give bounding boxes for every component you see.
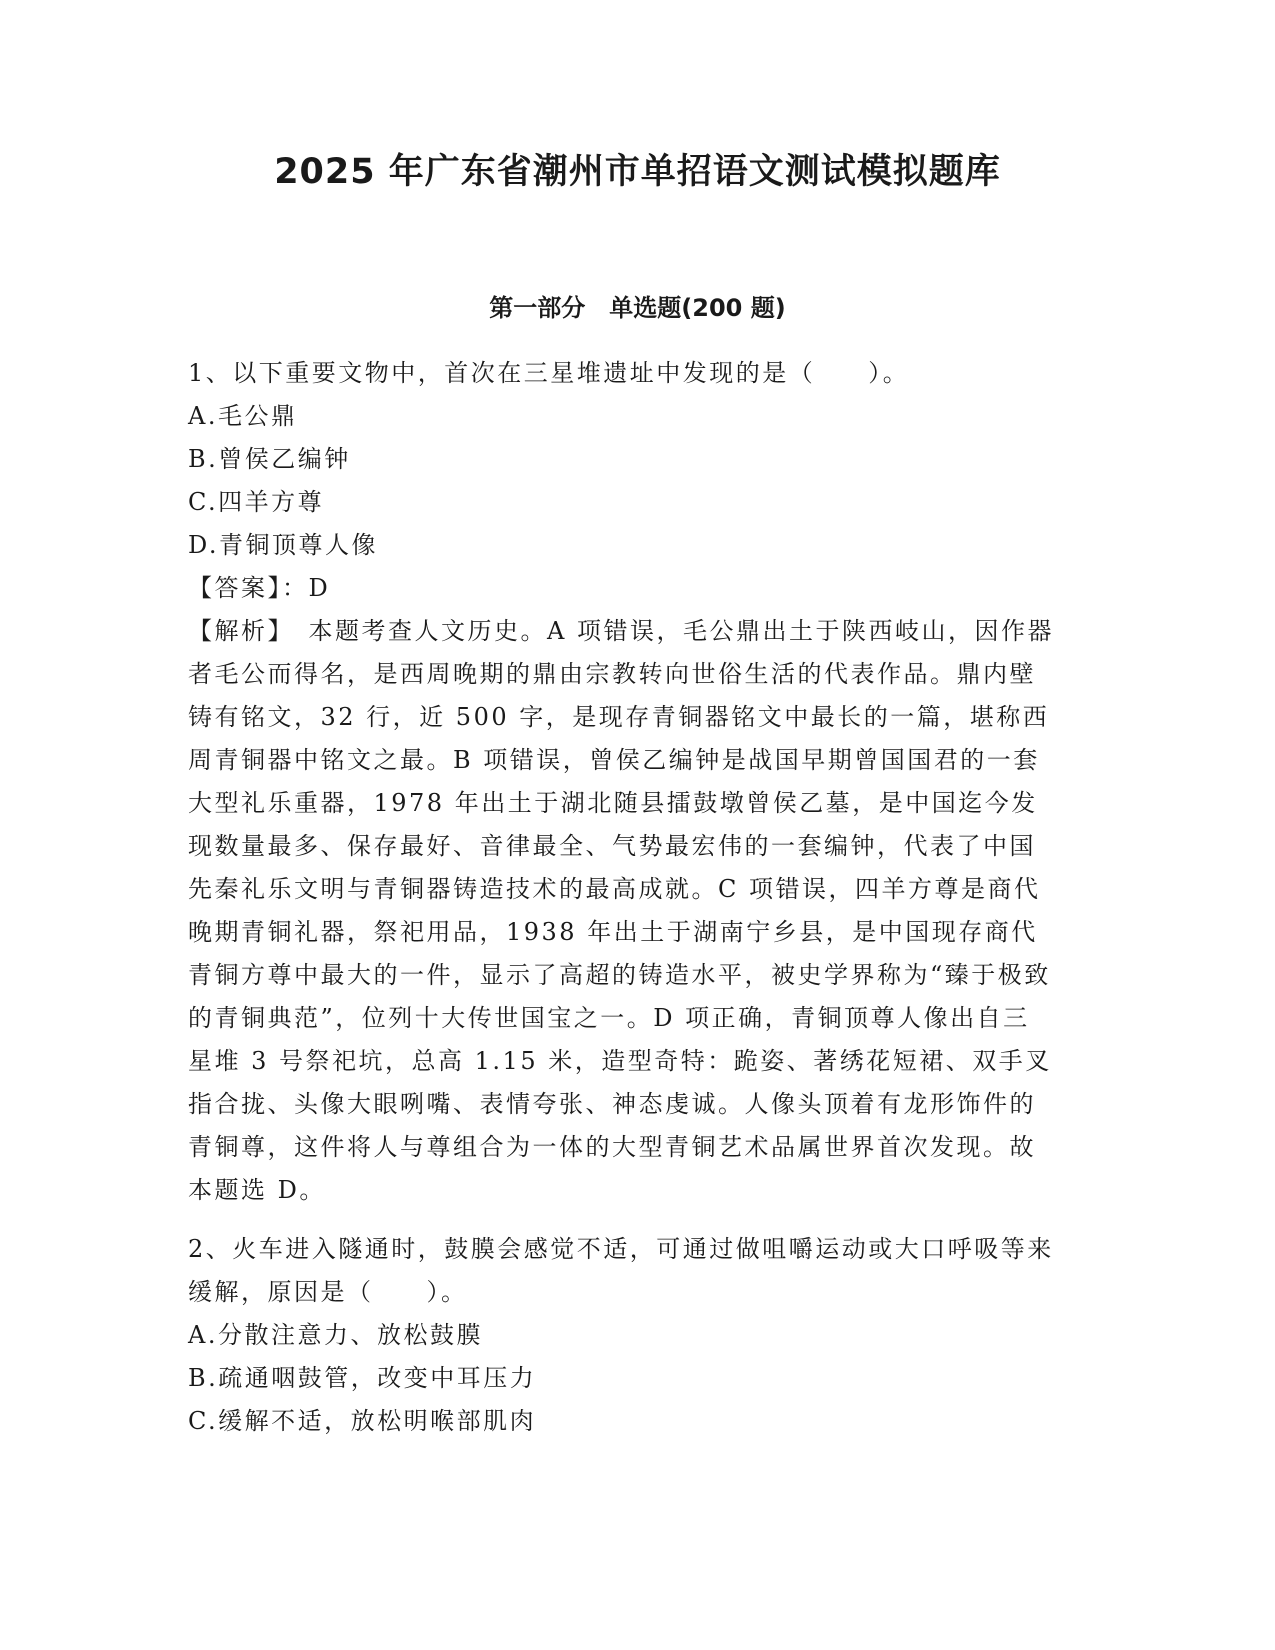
analysis-label: 【解析】: [188, 617, 282, 645]
section-heading: 第一部分 单选题(200 题): [489, 294, 786, 322]
question-1: [188, 352, 1088, 1212]
analysis-paragraph: [188, 610, 1056, 1212]
option-a: A.毛公鼎: [188, 402, 298, 430]
answer-label: 【答案】：: [188, 574, 309, 602]
document-title: 2025 年广东省潮州市单招语文测试模拟题库: [274, 152, 1001, 192]
question-stem: 1、以下重要文物中，首次在三星堆遗址中发现的是（ ）。: [188, 359, 910, 387]
question-2: [188, 1228, 1088, 1443]
answer-value: D: [308, 574, 331, 602]
answer-line: [188, 567, 1088, 610]
question-stem: 2、火车进入隧通时，鼓膜会感觉不适，可通过做咀嚼运动或大口呼吸等来缓解，原因是（ ）。: [188, 1235, 1054, 1306]
question-list: [188, 352, 1088, 1443]
option-b: B.疏通咽鼓管，改变中耳压力: [188, 1364, 537, 1392]
analysis-text: 本题考查人文历史。A 项错误，毛公鼎出土于陕西岐山，因作器者毛公而得名，是西周晚期的鼎由宗教转向世俗生活的代表作品。鼎内壁铸有铭文，32 行，近 500 字，是现存青铜器铭文中最长的一篇，堪称西周青铜器中铭文之最。B 项错误，曾侯乙编钟是战国早期曾国国君的一套大型礼乐重器，1978 年出土于湖北随县擂鼓墩曾侯乙墓，是中国迄今发现数量最多、保存最好、音律最全、气势最宏伟的一套编钟，代表了中国先秦礼乐文明与青铜器铸造技术的最高成就。C 项错误，四羊方尊是商代晚期青铜礼器，祭祀用品，1938 年出土于湖南宁乡县，是中国现存商代青铜方尊中最大的一件，显示了高超的铸造水平，被史学界称为“臻于极致的青铜典范”，位列十大传世国宝之一。D 项正确，青铜顶尊人像出自三星堆 3 号祭祀坑，总高 1.15 米，造型奇特：跪姿、著绣花短裙、双手叉指合拢、头像大眼咧嘴、表情夸张、神态虔诚。人像头顶着有龙形饰件的青铜尊，这件将人与尊组合为一体的大型青铜艺术品属世界首次发现。故本题选 D。: [188, 617, 1054, 1204]
option-a: A.分散注意力、放松鼓膜: [188, 1321, 483, 1349]
option-c: C.缓解不适，放松明喉部肌肉: [188, 1407, 537, 1435]
option-c: C.四羊方尊: [188, 488, 325, 516]
option-d: D.青铜顶尊人像: [188, 531, 379, 559]
option-b: B.曾侯乙编钟: [188, 445, 351, 473]
